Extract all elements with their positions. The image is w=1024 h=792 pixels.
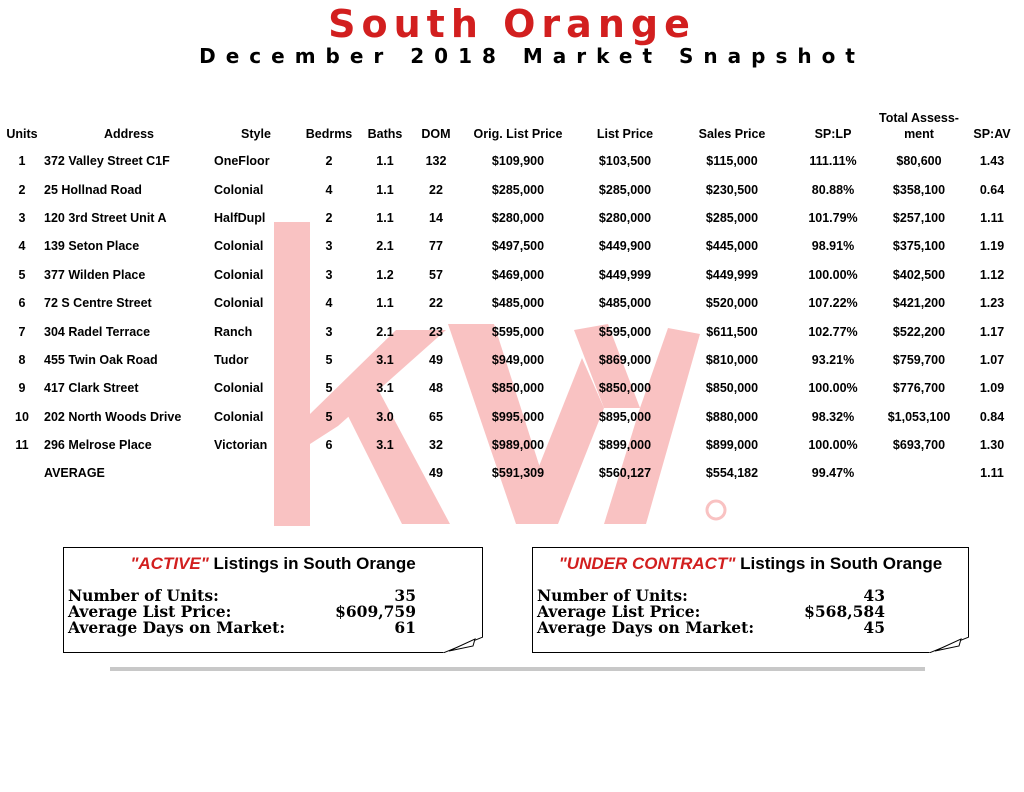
- cell-total-assessment: $776,700: [892, 381, 946, 396]
- average-orig-list-price: $591,309: [491, 466, 545, 481]
- cell-baths: 3.1: [376, 438, 394, 453]
- cell-dom: 22: [429, 296, 443, 311]
- cell-baths: 3.1: [376, 381, 394, 396]
- average-list-price: $560,127: [598, 466, 652, 481]
- cell-style: Colonial: [214, 182, 264, 197]
- cell-orig-list-price: $285,000: [491, 182, 545, 197]
- cell-dom: 77: [429, 239, 443, 254]
- cell-orig-list-price: $497,500: [491, 239, 545, 254]
- cell-dom: 132: [425, 154, 447, 169]
- cell-bedrms: 4: [325, 296, 333, 311]
- cell-bedrms: 3: [325, 267, 333, 282]
- cell-sp-lp: 111.11%: [809, 154, 857, 169]
- average-baths-cell: [360, 459, 410, 487]
- cell-style: OneFloor: [214, 154, 270, 169]
- cell-sales-price: $810,000: [705, 352, 759, 367]
- cell-sales-price: $449,999: [705, 267, 759, 282]
- cell-sp-lp: 107.22%: [808, 296, 858, 311]
- col-header-sp-av: SP:AV: [973, 127, 1011, 141]
- average-sp-av: 1.11: [980, 466, 1004, 481]
- table-row: [0, 232, 1024, 260]
- table-row: [0, 431, 1024, 459]
- contract-stats: [537, 588, 947, 636]
- cell-style: Colonial: [214, 381, 264, 396]
- cell-orig-list-price: $485,000: [491, 296, 545, 311]
- cell-sales-price: $285,000: [705, 210, 759, 225]
- cell-dom: 57: [429, 267, 443, 282]
- cell-style: Tudor: [214, 352, 249, 367]
- cell-sales-price: $445,000: [705, 239, 759, 254]
- cell-address: 25 Hollnad Road: [44, 182, 142, 197]
- cell-address: 296 Melrose Place: [44, 438, 152, 453]
- cell-baths: 1.1: [376, 296, 394, 311]
- contract-units-value: 43: [863, 586, 885, 605]
- cell-sp-lp: 80.88%: [811, 182, 855, 197]
- page-subtitle: December 2018 Market Snapshot: [199, 44, 865, 68]
- cell-unit: 6: [18, 296, 26, 311]
- col-header-sp-lp: SP:LP: [814, 127, 852, 141]
- cell-style: HalfDupl: [214, 210, 266, 225]
- contract-title-emphasis: "UNDER CONTRACT": [558, 554, 736, 573]
- cell-unit: 1: [18, 154, 26, 169]
- cell-baths: 3.1: [376, 352, 394, 367]
- active-stats: [68, 588, 478, 636]
- cell-orig-list-price: $595,000: [491, 324, 545, 339]
- cell-unit: 4: [18, 239, 26, 254]
- contract-price-value: $568,584: [804, 602, 885, 621]
- average-unit-cell: [0, 459, 44, 487]
- cell-address: 417 Clark Street: [44, 381, 139, 396]
- cell-baths: 2.1: [376, 324, 394, 339]
- cell-list-price: $103,500: [598, 154, 652, 169]
- contract-price-label: Average List Price:: [537, 602, 701, 621]
- cell-sp-av: 1.09: [979, 381, 1005, 396]
- cell-list-price: $449,999: [598, 267, 652, 282]
- average-style-cell: [214, 459, 298, 487]
- cell-bedrms: 6: [325, 438, 333, 453]
- cell-sp-lp: 101.79%: [808, 210, 858, 225]
- cell-total-assessment: $402,500: [892, 267, 946, 282]
- cell-list-price: $895,000: [598, 409, 652, 424]
- contract-title-rest: Listings in South Orange: [735, 554, 943, 573]
- contract-dom-value: 45: [863, 618, 885, 637]
- cell-list-price: $285,000: [598, 182, 652, 197]
- cell-total-assessment: $693,700: [892, 438, 946, 453]
- cell-sp-av: 0.84: [979, 409, 1005, 424]
- active-dom-label: Average Days on Market:: [68, 618, 286, 637]
- cell-dom: 49: [429, 352, 443, 367]
- active-dom-value: 61: [394, 618, 416, 637]
- cell-orig-list-price: $989,000: [491, 438, 545, 453]
- cell-unit: 3: [18, 210, 26, 225]
- contract-dom-row: [537, 620, 947, 636]
- active-units-label: Number of Units:: [68, 586, 219, 605]
- cell-sales-price: $520,000: [705, 296, 759, 311]
- cell-total-assessment: $358,100: [892, 182, 946, 197]
- cell-unit: 8: [18, 352, 26, 367]
- table-header-row: [0, 100, 1024, 147]
- cell-address: 202 North Woods Drive: [44, 409, 182, 424]
- cell-address: 304 Radel Terrace: [44, 324, 151, 339]
- cell-address: 455 Twin Oak Road: [44, 352, 158, 367]
- cell-sp-lp: 102.77%: [808, 324, 858, 339]
- cell-style: Victorian: [214, 438, 268, 453]
- cell-sp-lp: 98.91%: [811, 239, 855, 254]
- cell-orig-list-price: $995,000: [491, 409, 545, 424]
- cell-orig-list-price: $949,000: [491, 352, 545, 367]
- col-header-list-price: List Price: [596, 127, 654, 141]
- cell-bedrms: 5: [325, 352, 333, 367]
- col-header-baths: Baths: [367, 127, 403, 141]
- active-box-title: [64, 554, 482, 574]
- col-header-bedrms: Bedrms: [305, 127, 353, 141]
- active-title-emphasis: "ACTIVE": [130, 554, 209, 573]
- cell-dom: 65: [429, 409, 443, 424]
- cell-style: Ranch: [214, 324, 253, 339]
- cell-baths: 1.1: [376, 210, 394, 225]
- cell-total-assessment: $1,053,100: [887, 409, 951, 424]
- cell-sp-av: 1.07: [979, 352, 1005, 367]
- col-header-orig-list-price: Orig. List Price: [473, 127, 563, 141]
- cell-orig-list-price: $469,000: [491, 267, 545, 282]
- cell-address: 372 Valley Street C1F: [44, 154, 170, 169]
- cell-sp-av: 1.17: [979, 324, 1005, 339]
- cell-baths: 2.1: [376, 239, 394, 254]
- cell-dom: 48: [429, 381, 443, 396]
- divider-line: [110, 667, 925, 671]
- cell-total-assessment: $759,700: [892, 352, 946, 367]
- active-dom-row: [68, 620, 478, 636]
- cell-bedrms: 3: [325, 239, 333, 254]
- average-dom: 49: [429, 466, 443, 481]
- average-bedrms-cell: [298, 459, 360, 487]
- page-title: South Orange: [328, 2, 696, 46]
- cell-list-price: $485,000: [598, 296, 652, 311]
- page-curl-icon: [443, 637, 483, 653]
- cell-unit: 7: [18, 324, 26, 339]
- cell-sales-price: $230,500: [705, 182, 759, 197]
- average-total-assessment-cell: [878, 459, 960, 487]
- cell-total-assessment: $421,200: [892, 296, 946, 311]
- cell-sp-av: 1.11: [980, 210, 1004, 225]
- active-title-rest: Listings in South Orange: [208, 554, 416, 573]
- average-label: AVERAGE: [44, 466, 105, 481]
- cell-style: Colonial: [214, 409, 264, 424]
- cell-dom: 32: [429, 438, 443, 453]
- table-row: [0, 374, 1024, 402]
- under-contract-listings-box: [532, 547, 969, 653]
- col-header-units: Units: [6, 127, 38, 141]
- cell-sp-av: 1.19: [979, 239, 1005, 254]
- cell-sales-price: $899,000: [705, 438, 759, 453]
- cell-sales-price: $880,000: [705, 409, 759, 424]
- active-price-value: $609,759: [335, 602, 416, 621]
- table-row: [0, 289, 1024, 317]
- total-assessment-label: Total Assess-ment: [879, 111, 959, 141]
- cell-sp-av: 1.23: [979, 296, 1005, 311]
- table-row: [0, 403, 1024, 431]
- cell-sp-av: 1.12: [979, 267, 1005, 282]
- cell-bedrms: 4: [325, 182, 333, 197]
- col-header-total-assessment: [878, 100, 960, 147]
- cell-sp-lp: 100.00%: [808, 438, 858, 453]
- cell-orig-list-price: $850,000: [491, 381, 545, 396]
- cell-total-assessment: $522,200: [892, 324, 946, 339]
- table-row: [0, 346, 1024, 374]
- cell-baths: 3.0: [376, 409, 394, 424]
- cell-dom: 22: [429, 182, 443, 197]
- cell-unit: 9: [18, 381, 26, 396]
- cell-unit: 10: [15, 409, 29, 424]
- cell-unit: 11: [15, 438, 29, 453]
- cell-bedrms: 5: [325, 381, 333, 396]
- cell-total-assessment: $375,100: [892, 239, 946, 254]
- col-header-address: Address: [103, 127, 155, 141]
- cell-orig-list-price: $280,000: [491, 210, 545, 225]
- cell-total-assessment: $257,100: [892, 210, 946, 225]
- active-units-value: 35: [394, 586, 416, 605]
- active-listings-box: [63, 547, 483, 653]
- cell-orig-list-price: $109,900: [491, 154, 545, 169]
- cell-sp-av: 0.64: [979, 182, 1005, 197]
- cell-baths: 1.2: [376, 267, 394, 282]
- cell-bedrms: 2: [325, 210, 333, 225]
- cell-sp-lp: 93.21%: [811, 352, 855, 367]
- page-curl-icon: [929, 637, 969, 653]
- cell-sp-lp: 100.00%: [808, 267, 858, 282]
- cell-sp-av: 1.30: [979, 438, 1005, 453]
- table-row: [0, 204, 1024, 232]
- cell-bedrms: 3: [325, 324, 333, 339]
- col-header-style: Style: [241, 127, 271, 141]
- cell-style: Colonial: [214, 239, 264, 254]
- contract-box-title: [533, 554, 968, 574]
- cell-style: Colonial: [214, 267, 264, 282]
- cell-list-price: $280,000: [598, 210, 652, 225]
- cell-address: 72 S Centre Street: [44, 296, 152, 311]
- average-sp-lp: 99.47%: [811, 466, 855, 481]
- contract-units-label: Number of Units:: [537, 586, 688, 605]
- cell-dom: 23: [429, 324, 443, 339]
- cell-baths: 1.1: [376, 182, 394, 197]
- cell-sales-price: $850,000: [705, 381, 759, 396]
- col-header-sales-price: Sales Price: [698, 127, 766, 141]
- cell-bedrms: 5: [325, 409, 333, 424]
- cell-dom: 14: [429, 210, 443, 225]
- cell-sales-price: $115,000: [706, 154, 758, 169]
- col-header-dom: DOM: [421, 127, 451, 141]
- contract-dom-label: Average Days on Market:: [537, 618, 755, 637]
- cell-unit: 2: [18, 182, 26, 197]
- cell-address: 377 Wilden Place: [44, 267, 146, 282]
- table-row: [0, 175, 1024, 203]
- cell-address: 120 3rd Street Unit A: [44, 210, 167, 225]
- cell-sp-av: 1.43: [979, 154, 1005, 169]
- cell-total-assessment: $80,600: [896, 154, 942, 169]
- table-row: [0, 317, 1024, 345]
- active-price-label: Average List Price:: [68, 602, 232, 621]
- cell-bedrms: 2: [325, 154, 333, 169]
- cell-sp-lp: 98.32%: [811, 409, 855, 424]
- cell-baths: 1.1: [376, 154, 394, 169]
- table-row: [0, 147, 1024, 175]
- cell-style: Colonial: [214, 296, 264, 311]
- cell-address: 139 Seton Place: [44, 239, 140, 254]
- cell-list-price: $449,900: [598, 239, 652, 254]
- cell-unit: 5: [18, 267, 26, 282]
- listings-table: [0, 100, 1024, 488]
- cell-list-price: $869,000: [598, 352, 652, 367]
- cell-list-price: $595,000: [598, 324, 652, 339]
- cell-sales-price: $611,500: [706, 324, 758, 339]
- table-row: [0, 261, 1024, 289]
- cell-list-price: $899,000: [598, 438, 652, 453]
- cell-sp-lp: 100.00%: [808, 381, 858, 396]
- average-sales-price: $554,182: [705, 466, 759, 481]
- average-row: [0, 459, 1024, 487]
- cell-list-price: $850,000: [598, 381, 652, 396]
